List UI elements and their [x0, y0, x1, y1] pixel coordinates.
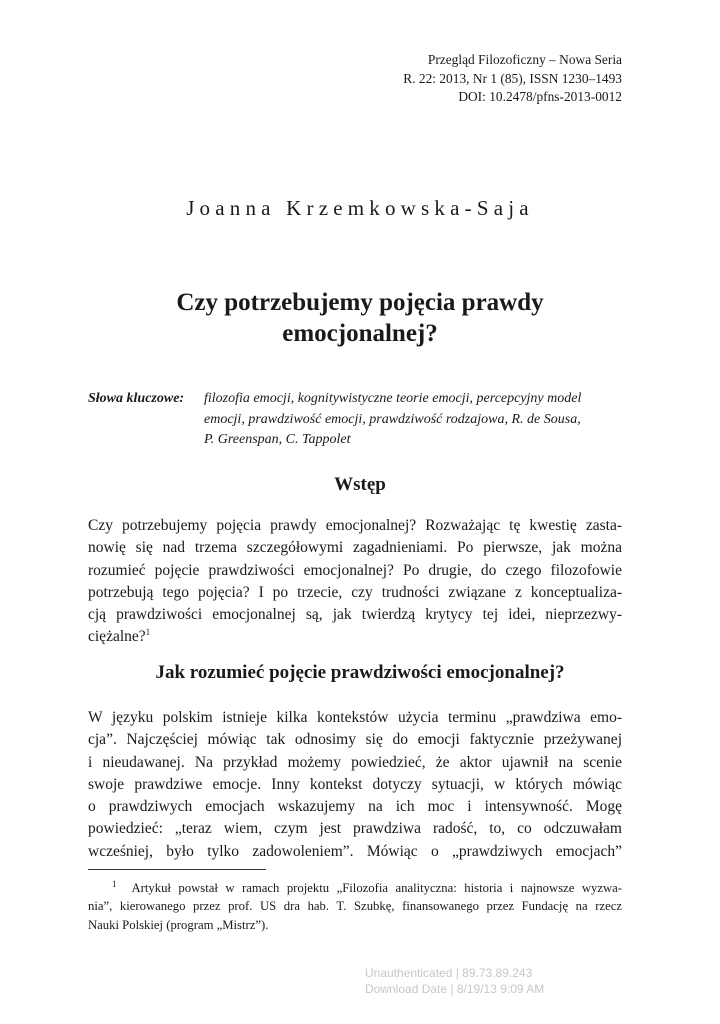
paragraph-line: rozumieć pojęcie prawdziwości emocjonalnej? Po drugie, do czego filozofowie	[88, 561, 622, 579]
paragraph-line: i nieudawanej. Na przykład możemy powiedzieć, że aktor ujawnił na scenie	[88, 753, 622, 771]
footnote-number: 1	[112, 878, 117, 889]
footnote-reference[interactable]: 1	[145, 627, 151, 638]
paragraph-line: o prawdziwych emocjach wskazujemy na ich moc i intensywność. Mogę	[88, 798, 622, 816]
title-line-2: emocjonalnej?	[282, 320, 438, 347]
keywords-list	[204, 389, 626, 451]
section-introduction-paragraph	[88, 515, 622, 649]
paragraph-line: swoje prawdziwe emocje. Inny kontekst dotyczy sytuacji, w których mówiąc	[88, 775, 622, 793]
watermark-line: Unauthenticated | 89.73.89.243	[365, 966, 533, 980]
section-heading-introduction: Wstęp	[334, 474, 386, 495]
title-line-1: Czy potrzebujemy pojęcia prawdy	[176, 289, 544, 316]
journal-header	[403, 51, 622, 107]
journal-doi: DOI: 10.2478/pfns-2013-0012	[458, 89, 622, 105]
paragraph-line: Czy potrzebujemy pojęcia prawdy emocjonalnej? Rozważając tę kwestię zasta-	[88, 517, 622, 534]
watermark-line: Download Date | 8/19/13 9:09 AM	[365, 982, 545, 996]
article-title	[88, 287, 632, 349]
footnote-line: Nauki Polskiej (program „Mistrz”).	[88, 917, 269, 932]
paragraph-line: nowię się nad trzema szczegółowymi zagadnieniami. Po pierwsze, jak można	[88, 539, 622, 557]
section-understanding-paragraph	[88, 707, 622, 863]
journal-issue: R. 22: 2013, Nr 1 (85), ISSN 1230–1493	[403, 70, 622, 86]
keywords-line: P. Greenspan, C. Tappolet	[204, 432, 351, 447]
paragraph-line: powiedzieć: „teraz wiem, czym jest prawdziwa radość, to, co odczuwałam	[88, 820, 622, 838]
section-heading-understanding: Jak rozumieć pojęcie prawdziwości emocjonalnej?	[155, 662, 565, 683]
paragraph-line: potrzebują tego pojęcia? I po trzecie, czy trudności związane z konceptualiza-	[88, 583, 622, 601]
journal-name: Przegląd Filozoficzny – Nowa Seria	[427, 52, 622, 67]
footnote-divider	[88, 869, 266, 870]
paragraph-line: cją prawdziwości emocjonalnej są, jak twierdzą krytycy tej idei, nieprzezwy-	[88, 606, 622, 624]
keywords-label: Słowa kluczowe:	[88, 391, 185, 406]
paragraph-line: W języku polskim istnieje kilka kontekstów użycia terminu „prawdziwa emo-	[88, 709, 622, 726]
download-watermark	[365, 965, 544, 997]
paragraph-line: cja”. Najczęściej mówiąc tak odnosimy się do emocji faktycznie przeżywanej	[88, 731, 622, 749]
footnote-line: nia”, kierowanego przez prof. US dra hab. T. Szubkę, finansowanego przez Fundację na rzecz	[88, 899, 622, 914]
paragraph-line-text: ciężalne?	[88, 628, 146, 646]
paragraph-last-line	[88, 626, 622, 648]
footnote-line	[88, 879, 622, 897]
footnote	[88, 879, 622, 934]
paragraph-line: wcześniej, było tylko zadowoleniem”. Mówiąc o „prawdziwych emocjach”	[88, 842, 622, 860]
keywords-line: emocji, prawdziwość emocji, prawdziwość rodzajowa, R. de Sousa,	[204, 411, 581, 427]
author-name: Joanna Krzemkowska-Saja	[186, 196, 534, 220]
keywords-line: filozofia emocji, kognitywistyczne teorie emocji, percepcyjny model	[204, 391, 582, 406]
footnote-line-text: Artykuł powstał w ramach projektu „Filozofia analityczna: historia i najnowsze wyzwa-	[131, 881, 622, 895]
